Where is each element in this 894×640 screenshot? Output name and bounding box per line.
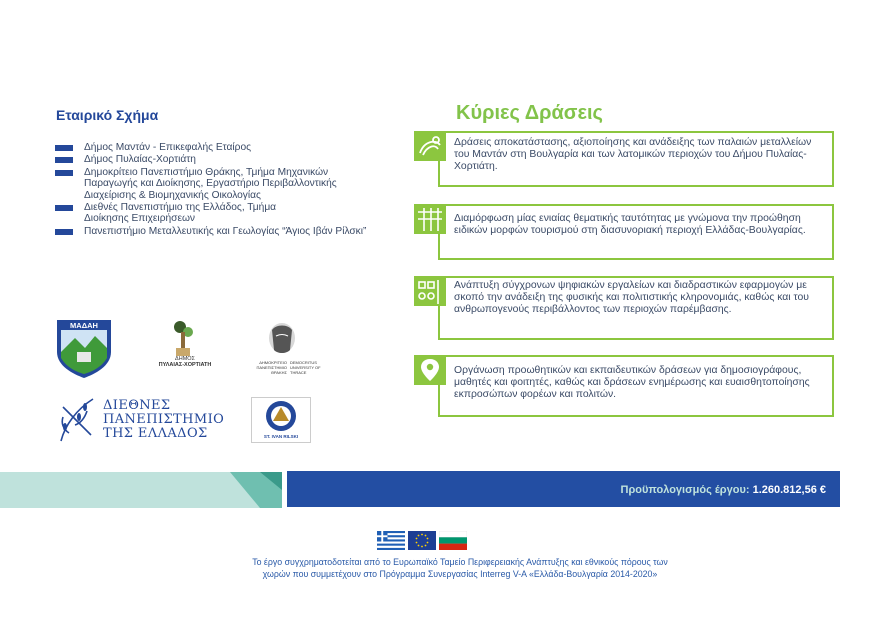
bullet-square-icon xyxy=(55,170,73,176)
action-item: Οργάνωση προωθητικών και εκπαιδευτικών δράσεων για δημοσιογράφους, μαθητές και φοιτητές, καθώς και δράσεων ενημέρωσης και ευαισθητοποίησης εκπροσώπων φορέων και πολιτών. xyxy=(414,355,834,417)
pylaia-logo: ΔΗΜΟΣ ΠΥΛΑΙΑΣ-ΧΟΡΤΙΑΤΗ xyxy=(150,318,220,382)
action-item: Ανάπτυξη σύγχρονων ψηφιακών εργαλείων και διαδραστικών εφαρμογών με σκοπό την ανάδειξη της φυσικής και πολιτιστικής κληρονομιάς, καθώς και του ανθρωπογενούς περιβάλλοντος των περιοχών παρέμβασης. xyxy=(414,276,834,340)
list-item: Δήμος Πυλαίας-Χορτιάτη xyxy=(55,154,395,165)
mining-area-icon xyxy=(414,131,446,161)
actions-title: Κύριες Δράσεις xyxy=(456,102,603,124)
bullet-square-icon xyxy=(55,145,73,151)
bullet-square-icon xyxy=(55,205,73,211)
rilski-logo: ST. IVAN RILSKI xyxy=(251,397,311,443)
list-item: Πανεπιστήμιο Μεταλλευτικής και Γεωλογίας “Άγιος Ιβάν Ρίλσκι” xyxy=(55,226,395,237)
greece-flag-icon xyxy=(377,531,405,550)
list-item: Δημοκρίτειο Πανεπιστήμιο Θράκης, Τμήμα Μηχανικών Παραγωγής και Διοίκησης, Εργαστήριο Περιβαλλοντικής Διαχείρισης & Βιομηχανικής Οικολογίας xyxy=(55,167,355,201)
budget-text: Προϋπολογισμός έργου: 1.260.812,56 € xyxy=(620,484,826,496)
decorative-band xyxy=(0,472,282,508)
digital-tools-icon xyxy=(414,276,446,306)
ihu-logo: ΔΙΕΘΝΕΣ ΠΑΝΕΠΙΣΤΗΜΙΟ ΤΗΣ ΕΛΛΑΔΟΣ xyxy=(55,395,230,445)
madap-logo: ΜΑΔΑΗ xyxy=(55,318,113,380)
bullet-square-icon xyxy=(55,157,73,163)
duth-logo: ΔΗΜΟΚΡΙΤΕΙΟ ΠΑΝΕΠΙΣΤΗΜΙΟ ΘΡΑΚΗΣ DEMOCRITUS UNIVERSITY OF THRACE xyxy=(252,322,322,378)
location-pin-icon xyxy=(414,355,446,385)
budget-band xyxy=(287,471,840,507)
action-item: Δράσεις αποκατάστασης, αξιοποίησης και ανάδειξης των παλαιών μεταλλείων του Μαντάν στη Βουλγαρία και των λατομικών περιοχών του Δήμου Πυλαίας-Χορτιάτη. xyxy=(414,131,834,187)
bullet-square-icon xyxy=(55,229,73,235)
funding-footer: Το έργο συγχρηματοδοτείται από το Ευρωπαϊκό Ταμείο Περιφερειακής Ανάπτυξης και εθνικούς πόρους των χωρών που συμμετέχουν στο Πρόγραμμα Συνεργασίας Interreg V-A «Ελλάδα-Βουλγαρία 2014-2020» xyxy=(252,557,668,579)
partners-list xyxy=(55,142,395,238)
list-item: Διεθνές Πανεπιστήμιο της Ελλάδος, Τμήμα Διοίκησης Επιχειρήσεων xyxy=(55,202,305,225)
eu-flag-icon xyxy=(408,531,436,550)
list-item: Δήμος Μαντάν - Επικεφαλής Εταίρος xyxy=(55,142,395,153)
action-item: Διαμόρφωση μίας ενιαίας θεματικής ταυτότητας με γνώμονα την προώθηση ειδικών μορφών τουρισμού στη διασυνοριακή περιοχή Ελλάδας-Βουλγαρίας. xyxy=(414,204,834,260)
bulgaria-flag-icon xyxy=(439,531,467,550)
grid-identity-icon xyxy=(414,204,446,234)
partners-title: Εταιρικό Σχήμα xyxy=(56,107,159,123)
